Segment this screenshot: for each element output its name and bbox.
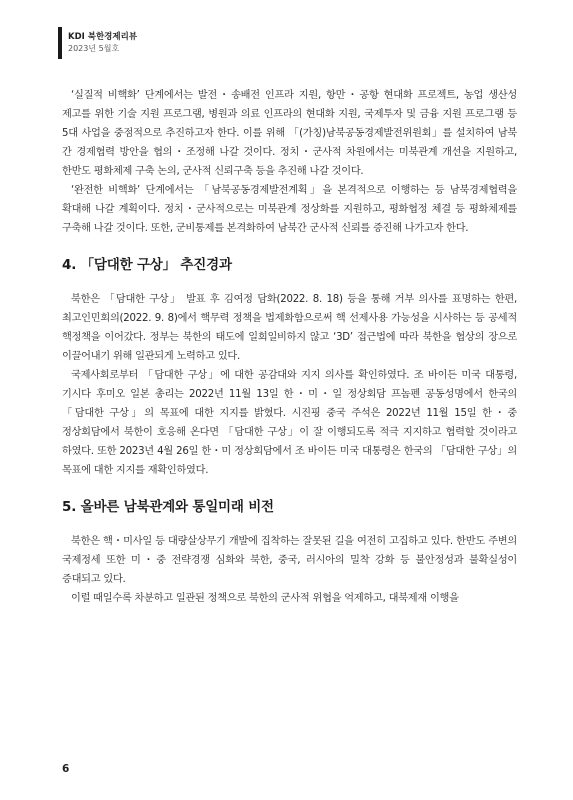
journal-title: KDI 북한경제리뷰	[68, 32, 138, 42]
paragraph-policy-direction: 이럴 때일수록 차분하고 일관된 정책으로 북한의 군사적 위협을 억제하고, 대북제재 이행을	[71, 593, 459, 604]
running-header	[58, 27, 137, 59]
section-heading-progress: 4. 「담대한 구상」 추진경과	[62, 257, 232, 273]
issue-date: 2023년 5월호	[68, 44, 120, 53]
header-accent-bar	[58, 27, 62, 59]
paragraph-security-environment: 북한은 핵・미사일 등 대량살상무기 개발에 집착하는 잘못된 길을 여전히 고집하고 있다. 한반도 주변의 국제정세 또한 미・중 전략경쟁 심화와 북한, 중국, 러시아의 밀착 강화 등 불안정성과 불확실성이 증대되고 있다.	[62, 536, 517, 585]
paragraph-substantial-denuclearization: ‘실질적 비핵화’ 단계에서는 발전・송배전 인프라 지원, 항만・공항 현대화 프로젝트, 농업 생산성 제고를 위한 기술 지원 프로그램, 병원과 의료 인프라의 현대화 지원, 국제투자 및 금융 지원 프로그램 등 5대 사업을 중점적으로 추진하고자 한다. 이를 위해 「(가칭)남북공동경제발전위원회」를 설치하여 남북 간 경제협력 방안을 협의・조정해 나갈 것이다. 정치・군사적 차원에서는 미북관계 개선을 지원하고, 한반도 평화체제 구축 논의, 군사적 신뢰구축 등을 추진해 나갈 것이다.	[62, 90, 517, 177]
page-number: 6	[62, 763, 70, 775]
section-heading-vision: 5. 올바른 남북관계와 통일미래 비전	[62, 499, 274, 515]
paragraph-north-korea-response: 북한은 「담대한 구상」 발표 후 김여정 담화(2022. 8. 18) 등을 통해 거부 의사를 표명하는 한편, 최고인민회의(2022. 9. 8)에서 핵무력 정책을 법제화함으로써 핵 선제사용 가능성을 시사하는 등 공세적 핵정책을 이어갔다. 정부는 북한의 태도에 일희일비하지 않고 ‘3D’ 접근법에 따라 북한을 협상의 장으로 이끌어내기 위해 일관되게 노력하고 있다.	[62, 294, 517, 362]
paragraph-international-support: 국제사회로부터 「담대한 구상」에 대한 공감대와 지지 의사를 확인하였다. 조 바이든 미국 대통령, 기시다 후미오 일본 총리는 2022년 11월 13일 한・미・일 정상회담 프놈펜 공동성명에서 한국의 「담대한 구상」의 목표에 대한 지지를 밝혔다. 시진핑 중국 주석은 2022년 11월 15일 한・중 정상회담에서 북한이 호응해 온다면 「담대한 구상」이 잘 이행되도록 적극 지지하고 협력할 것이라고 하였다. 또한 2023년 4월 26일 한・미 정상회담에서 조 바이든 미국 대통령은 한국의 「담대한 구상」의 목표에 대한 지지를 재확인하였다.	[62, 370, 517, 476]
page-body	[62, 86, 517, 608]
header-text	[68, 27, 137, 59]
paragraph-complete-denuclearization: ‘완전한 비핵화’ 단계에서는 「남북공동경제발전계획」을 본격적으로 이행하는 등 남북경제협력을 확대해 나갈 계획이다. 정치・군사적으로는 미북관계 정상화를 지원하고, 평화협정 체결 등 평화체제를 구축해 나갈 것이다. 또한, 군비통제를 본격화하여 남북간 군사적 신뢰를 증진해 나가고자 한다.	[62, 185, 517, 234]
